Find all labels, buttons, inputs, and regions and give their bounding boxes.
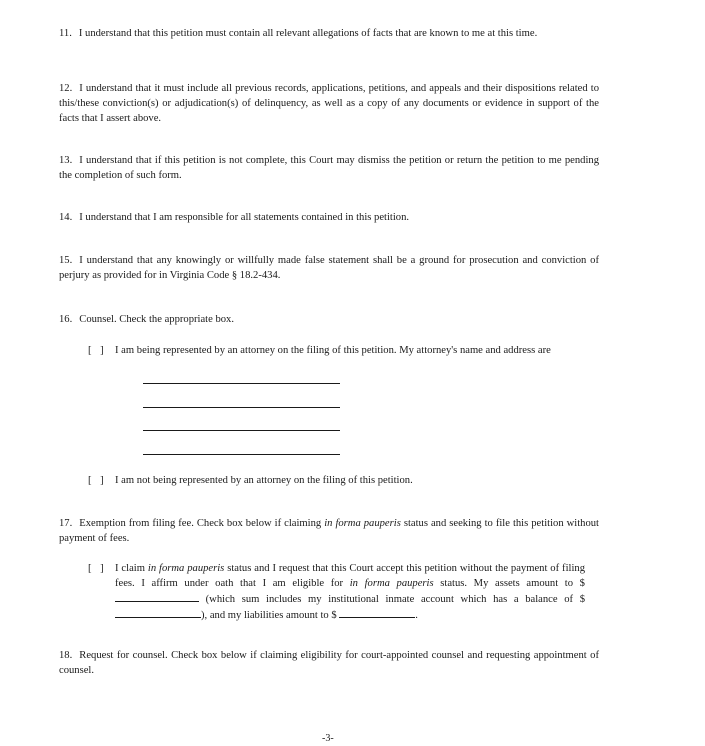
assets-amount-field[interactable] [115,591,199,602]
item-text: Request for counsel. Check box below if claiming eligibility for court-appointed counsel and requesting appointment of counsel. [59,650,599,676]
item-17: 17. Exemption from filing fee. Check box below if claiming in forma pauperis status and seeking to file this petition without payment of fees. [59,518,599,544]
item-number: 14. [59,212,73,223]
represented-label: I am being represented by an attorney on the filing of this petition. My attorney's name and address are [115,345,551,356]
item-16 [59,312,599,327]
account-balance-field[interactable] [115,607,201,618]
item-number: 17. [59,518,73,529]
item-13 [59,153,599,183]
item-text: I understand that this petition must contain all relevant allegations of facts that are known to me at this time. [78,28,538,39]
item-11 [59,26,599,41]
item-text: I understand that if this petition is not complete, this Court may dismiss the petition or return the petition to me pending the completion of such form. [59,155,599,181]
item-number: 16. [59,314,73,325]
attorney-line-4[interactable] [143,454,340,455]
ifp-checkbox[interactable]: [ ] [88,563,107,574]
represented-checkbox[interactable]: [ ] [88,345,107,356]
item-number: 18. [59,650,73,661]
page-number: -3- [322,733,334,744]
liabilities-amount-field[interactable] [339,607,415,618]
item-text: I understand that any knowingly or willfully made false statement shall be a ground for prosecution and conviction of perjury as provided for in Virginia Code § 18.2-434. [59,255,599,281]
item-text: I understand that it must include all previous records, applications, petitions, and appeals and their dispositions related to this/these conviction(s) or adjudication(s) of delinquency, as well as a copy of any documents or evidence in support of the facts that I assert above. [59,83,599,124]
item-text: I understand that I am responsible for all statements contained in this petition. [79,212,410,223]
not-represented-checkbox[interactable]: [ ] [88,475,107,486]
item-14 [59,210,599,225]
item-number: 15. [59,255,73,266]
item-text: Counsel. Check the appropriate box. [79,314,234,325]
item-12 [59,81,599,126]
attorney-line-1[interactable] [143,383,340,384]
not-represented-label: I am not being represented by an attorney on the filing of this petition. [115,475,413,486]
item-18 [59,648,599,678]
ifp-statement: I claim in forma pauperis status and I request that this Court accept this petition without the payment of filing fees. I affirm under oath that I am eligible for in forma pauperis status. My assets amount to $ (which sum includes my institutional inmate account which has a balance of $), and my liabilities amount to $ . [115,563,585,621]
item-number: 13. [59,155,73,166]
attorney-line-3[interactable] [143,430,340,431]
item-number: 12. [59,83,73,94]
attorney-line-2[interactable] [143,407,340,408]
item-number: 11. [59,28,72,39]
item-15 [59,253,599,283]
